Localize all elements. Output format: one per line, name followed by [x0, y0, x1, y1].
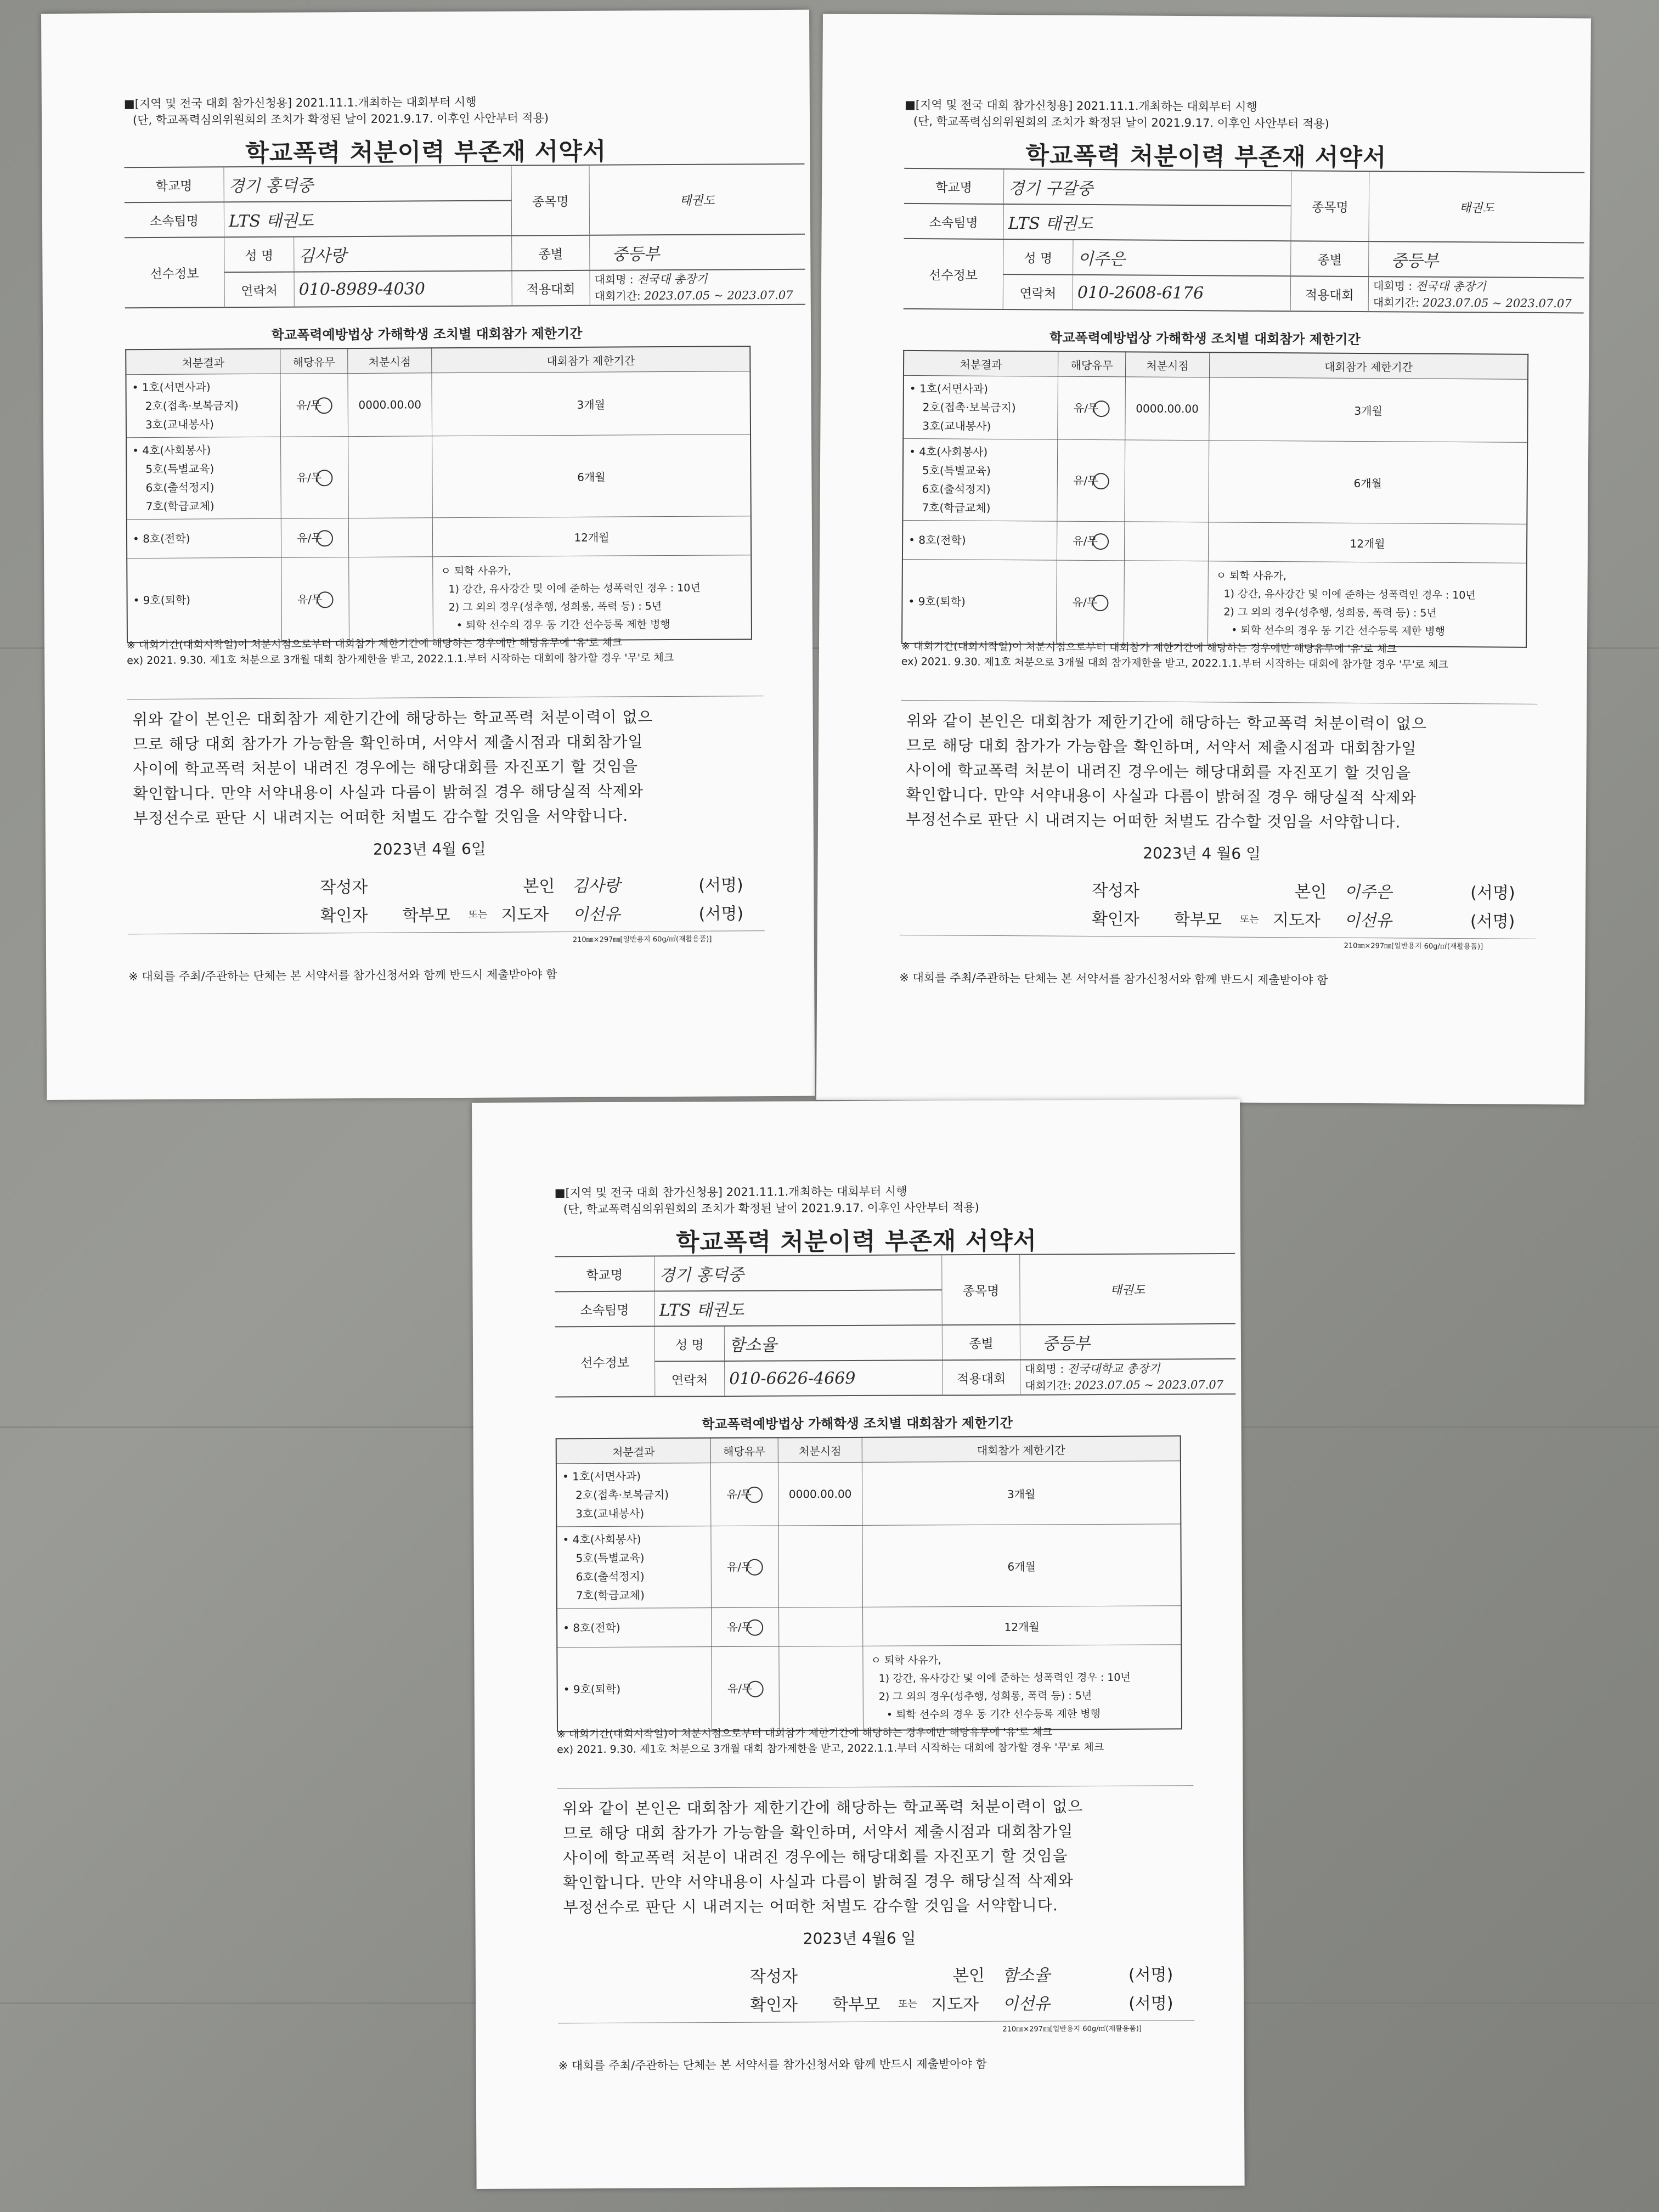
name-label: 성 명	[224, 237, 294, 273]
confirmer-label: 확인자	[750, 1995, 798, 2015]
table-row	[556, 1524, 1181, 1609]
team-label: 소속팀명	[555, 1291, 655, 1327]
applicable-checkbox: 유/무	[280, 374, 348, 437]
event-value: 태권도	[589, 164, 805, 235]
result-cell: • 4호(사회봉사) 5호(특별교육) 6호(출석정지) 7호(학급교체)	[126, 437, 281, 519]
note-2: ex) 2021. 9.30. 제1호 처분으로 3개월 대회 참가제한을 받고, 2022.1.1.부터 시작하는 대회에 참가할 경우 '무'로 체크	[127, 651, 674, 667]
col-header-result: 처분결과	[904, 351, 1058, 376]
notes	[127, 634, 763, 668]
date-cell	[1124, 561, 1208, 645]
comp-name: 전국대 총장기	[636, 272, 708, 286]
seal-label: (서명)	[698, 904, 744, 924]
competition-label: 적용대회	[1290, 276, 1368, 312]
contact-value: 010-6626-4669	[725, 1360, 943, 1396]
section-title: 학교폭력예방법상 가해학생 조치별 대회참가 제한기간	[271, 325, 583, 343]
table-row	[126, 435, 751, 520]
result-cell: • 8호(전학)	[557, 1608, 712, 1647]
result-cell: • 9호(퇴학)	[127, 557, 281, 642]
comp-period: 2023.07.05 ~ 2023.07.07	[1423, 296, 1572, 311]
result-cell: • 4호(사회봉사) 5호(특별교육) 6호(출석정지) 7호(학급교체)	[556, 1526, 711, 1609]
expel-note-cell: ㅇ 퇴학 사유가, 1) 강간, 유사강간 및 이에 준하는 성폭력인 경우 : 10년 2) 그 외의 경우(성추행, 성희롱, 폭력 등) : 5년 • 퇴학 선수의 경우 동 기간 선수등록 제한 병행	[1207, 561, 1526, 647]
divider	[127, 696, 764, 699]
event-value: 태권도	[1020, 1254, 1235, 1325]
applicable-checkbox: 유/무	[711, 1526, 779, 1608]
limit-cell: 12개월	[1208, 522, 1527, 563]
parent-label: 학부모	[402, 906, 450, 926]
form-title: 학교폭력 처분이력 부존재 서약서	[245, 137, 607, 168]
sign-date: 2023년 4 월6 일	[1143, 844, 1261, 863]
contact-label: 연락처	[655, 1361, 725, 1397]
applicable-checkbox: 유/무	[281, 557, 349, 642]
team-label: 소속팀명	[904, 204, 1003, 239]
table-row	[557, 1606, 1181, 1647]
divider	[901, 700, 1537, 704]
player-info-label: 선수정보	[555, 1327, 655, 1397]
applicable-checkbox: 유/무	[1057, 521, 1124, 561]
form-sheet	[472, 1099, 1245, 2189]
paper-spec: 210㎜×297㎜[일반용지 60g/㎡(재활용품)]	[1344, 941, 1483, 951]
event-label: 종목명	[511, 165, 590, 236]
self-label: 본인	[523, 877, 555, 896]
date-cell	[779, 1607, 863, 1646]
coach-signature: 이선유	[572, 905, 620, 924]
team-label: 소속팀명	[125, 202, 224, 238]
header-line-1: ■[지역 및 전국 대회 참가신청용] 2021.11.1.개최하는 대회부터 시행	[554, 1184, 907, 1200]
header-line-2: (단, 학교폭력심의위원회의 조치가 확정된 날이 2021.9.17. 이후인 사안부터 적용)	[563, 1200, 979, 1216]
pledge-text: 위와 같이 본인은 대회참가 제한기간에 해당하는 학교폭력 처분이력이 없으 므로 해당 대회 참가가 가능함을 확인하며, 서약서 제출시점과 대회참가일 사이에 학교폭력 처분이 내려진 경우에는 해당대회를 자진포기 할 것임을 확인합니다. 만약 서약내용이 사실과 다름이 밝혀질 경우 해당실적 삭제와 부정선수로 판단 시 내려지는 어떠한 처벌도 감수할 것임을 서약합니다.	[132, 708, 653, 828]
competition-label: 적용대회	[943, 1360, 1020, 1396]
date-cell	[1124, 522, 1208, 561]
comp-name: 전국대학교 총장기	[1067, 1362, 1160, 1376]
or-label: 또는	[1239, 913, 1259, 926]
result-cell: • 1호(서면사과) 2호(접촉·보복금지) 3호(교내봉사)	[126, 374, 280, 437]
player-info-label: 선수정보	[125, 237, 224, 308]
date-cell: 0000.00.00	[348, 373, 432, 437]
name-value: 김사랑	[294, 236, 512, 272]
col-header-limit: 대회참가 제한기간	[862, 1436, 1181, 1462]
or-label: 또는	[898, 1998, 918, 2010]
competition-value	[1368, 276, 1584, 313]
signature-block	[817, 875, 1586, 937]
comp-period-prefix: 대회기간:	[594, 289, 641, 303]
header-line-2: (단, 학교폭력심의위원회의 조치가 확정된 날이 2021.9.17. 이후인 사안부터 적용)	[913, 115, 1329, 131]
competition-label: 적용대회	[512, 270, 590, 306]
result-cell: • 1호(서면사과) 2호(접촉·보복금지) 3호(교내봉사)	[903, 375, 1058, 439]
applicable-checkbox: 유/무	[1056, 560, 1124, 645]
note-1: ※ 대회기간(대회시작일)이 처분시점으로부터 대회참가 제한기간에 해당하는 경우에만 해당유무에 '유'로 체크	[126, 636, 623, 652]
signature-block	[46, 871, 814, 932]
table-row	[902, 438, 1527, 524]
comp-name-prefix: 대회명 :	[594, 273, 634, 286]
seal-label: (서명)	[1470, 912, 1515, 932]
form-header	[905, 97, 1329, 132]
table-row	[556, 1461, 1181, 1527]
self-signature: 김사랑	[572, 876, 620, 896]
result-cell: • 9호(퇴학)	[557, 1647, 712, 1732]
paper-spec: 210㎜×297㎜[일반용지 60g/㎡(재활용품)]	[1002, 2024, 1142, 2034]
parent-label: 학부모	[1173, 910, 1222, 930]
self-label: 본인	[1295, 882, 1327, 902]
confirmer-label: 확인자	[320, 906, 368, 926]
col-header-result: 처분결과	[126, 349, 280, 375]
result-cell: • 9호(퇴학)	[902, 559, 1057, 644]
note-2: ex) 2021. 9.30. 제1호 처분으로 3개월 대회 참가제한을 받고, 2022.1.1.부터 시작하는 대회에 참가할 경우 '무'로 체크	[557, 1741, 1104, 1756]
sign-date: 2023년 4월6 일	[803, 1929, 916, 1948]
disciplinary-table	[901, 350, 1528, 648]
date-cell	[778, 1525, 863, 1607]
form-title: 학교폭력 처분이력 부존재 서약서	[675, 1227, 1037, 1257]
coach-signature: 이선유	[1002, 1994, 1051, 2014]
applicant-info-table	[904, 168, 1585, 314]
check-circle-icon	[317, 591, 333, 608]
contact-label: 연락처	[1003, 274, 1073, 310]
expel-note-cell: ㅇ 퇴학 사유가, 1) 강간, 유사강간 및 이에 준하는 성폭력인 경우 : 10년 2) 그 외의 경우(성추행, 성희롱, 폭력 등) : 5년 • 퇴학 선수의 경우 동 기간 선수등록 제한 병행	[863, 1645, 1182, 1730]
seal-label: (서명)	[1470, 883, 1515, 903]
writer-label: 작성자	[749, 1967, 798, 1987]
confirmer-label: 확인자	[1091, 910, 1139, 929]
disciplinary-table	[125, 346, 752, 643]
writer-label: 작성자	[1092, 881, 1140, 901]
event-label: 종목명	[1291, 171, 1369, 241]
self-label: 본인	[952, 1966, 985, 1986]
footer-note: ※ 대회를 주최/주관하는 단체는 본 서약서를 참가신청서와 함께 반드시 제출받아야 함	[558, 2057, 987, 2073]
col-header-date: 처분시점	[348, 348, 432, 373]
seal-label: (서명)	[698, 876, 743, 895]
check-circle-icon	[1092, 473, 1109, 489]
result-cell: • 1호(서면사과) 2호(접촉·보복금지) 3호(교내봉사)	[556, 1463, 711, 1527]
limit-cell: 12개월	[432, 516, 751, 557]
col-header-applicable: 해당유무	[280, 348, 348, 374]
limit-cell: 6개월	[862, 1524, 1181, 1607]
parent-label: 학부모	[832, 1995, 881, 2015]
result-cell: • 8호(전학)	[902, 520, 1057, 560]
form-title: 학교폭력 처분이력 부존재 서약서	[1025, 142, 1387, 172]
comp-period: 2023.07.05 ~ 2023.07.07	[644, 288, 793, 303]
date-cell: 0000.00.00	[1125, 377, 1210, 441]
school-value: 경기 홍덕중	[654, 1255, 942, 1291]
school-label: 학교명	[904, 168, 1004, 204]
limit-cell: 3개월	[1209, 377, 1528, 443]
team-value: LTS 태권도	[224, 201, 511, 238]
notes	[901, 639, 1538, 673]
division-value: 중등부	[1020, 1324, 1235, 1360]
school-value: 경기 홍덕중	[224, 166, 511, 202]
result-cell: • 8호(전학)	[127, 518, 281, 558]
divider	[557, 1785, 1193, 1788]
writer-label: 작성자	[320, 877, 368, 898]
note-1: ※ 대회기간(대회시작일)이 처분시점으로부터 대회참가 제한기간에 해당하는 경우에만 해당유무에 '유'로 체크	[556, 1726, 1053, 1741]
event-label: 종목명	[942, 1255, 1020, 1325]
form-sheet	[816, 14, 1591, 1105]
coach-label: 지도자	[931, 1994, 979, 2015]
self-signature: 함소율	[1002, 1966, 1050, 1985]
team-value: LTS 태권도	[1003, 204, 1291, 241]
form-header	[555, 1183, 979, 1217]
comp-name-prefix: 대회명 :	[1025, 1362, 1064, 1376]
col-header-limit: 대회참가 제한기간	[1209, 352, 1528, 379]
name-value: 함소율	[724, 1325, 942, 1361]
table-row	[902, 559, 1527, 647]
col-header-applicable: 해당유무	[710, 1438, 778, 1463]
col-header-date: 처분시점	[1125, 352, 1209, 377]
division-value: 중등부	[1369, 241, 1584, 278]
contact-label: 연락처	[224, 272, 294, 308]
comp-period: 2023.07.05 ~ 2023.07.07	[1074, 1378, 1224, 1392]
limit-cell: 3개월	[862, 1461, 1181, 1526]
date-cell	[1125, 440, 1209, 522]
contact-value: 010-2608-6176	[1073, 275, 1290, 311]
division-label: 종별	[942, 1325, 1020, 1361]
col-header-limit: 대회참가 제한기간	[432, 346, 751, 373]
table-row	[557, 1645, 1182, 1731]
event-value: 태권도	[1369, 171, 1584, 242]
division-label: 종별	[512, 235, 590, 271]
footer-note: ※ 대회를 주최/주관하는 단체는 본 서약서를 참가신청서와 함께 반드시 제출받아야 함	[899, 970, 1328, 987]
check-circle-icon	[747, 1620, 763, 1636]
date-cell	[348, 518, 432, 557]
team-value: LTS 태권도	[654, 1290, 942, 1326]
section-title: 학교폭력예방법상 가해학생 조치별 대회참가 제한기간	[702, 1415, 1013, 1432]
paper-spec: 210㎜×297㎜[일반용지 60g/㎡(재활용품)]	[572, 935, 712, 944]
check-circle-icon	[316, 470, 332, 486]
coach-label: 지도자	[501, 905, 549, 925]
header-line-1: ■[지역 및 전국 대회 참가신청용] 2021.11.1.개최하는 대회부터 시행	[123, 95, 477, 111]
name-value: 이주은	[1073, 240, 1291, 276]
check-circle-icon	[1093, 400, 1109, 417]
coach-signature: 이선유	[1344, 911, 1392, 931]
contact-value: 010-8989-4030	[294, 271, 512, 307]
applicable-checkbox: 유/무	[281, 518, 348, 558]
note-1: ※ 대회기간(대회시작일)이 처분시점으로부터 대회참가 제한기간에 해당하는 경우에만 해당유무에 '유'로 체크	[901, 640, 1397, 656]
note-2: ex) 2021. 9.30. 제1호 처분으로 3개월 대회 참가제한을 받고, 2022.1.1.부터 시작하는 대회에 참가할 경우 '무'로 체크	[901, 655, 1448, 671]
seal-label: (서명)	[1128, 1994, 1173, 2013]
check-circle-icon	[317, 530, 333, 546]
form-header	[124, 93, 549, 128]
table-row	[126, 371, 751, 438]
division-label: 종별	[1291, 241, 1369, 276]
division-value: 중등부	[590, 234, 805, 270]
limit-cell: 6개월	[1209, 441, 1527, 524]
or-label: 또는	[468, 909, 488, 921]
applicant-info-table	[124, 163, 805, 308]
col-header-date: 처분시점	[778, 1437, 862, 1463]
limit-cell: 12개월	[863, 1606, 1182, 1646]
name-label: 성 명	[654, 1326, 724, 1362]
result-cell: • 4호(사회봉사) 5호(특별교육) 6호(출석정지) 7호(학급교체)	[902, 438, 1057, 521]
footer-note: ※ 대회를 주최/주관하는 단체는 본 서약서를 참가신청서와 함께 반드시 제출받아야 함	[128, 968, 557, 984]
check-circle-icon	[1092, 533, 1109, 550]
competition-value	[590, 269, 805, 306]
comp-name: 전국대 총장기	[1415, 279, 1486, 294]
col-header-applicable: 해당유무	[1058, 352, 1125, 377]
check-circle-icon	[1092, 595, 1108, 611]
check-circle-icon	[315, 397, 332, 414]
competition-value	[1020, 1359, 1236, 1395]
form-sheet	[41, 10, 815, 1100]
applicant-info-table	[555, 1253, 1235, 1397]
applicable-checkbox: 유/무	[281, 437, 349, 519]
check-circle-icon	[746, 1559, 763, 1576]
limit-cell: 3개월	[432, 371, 751, 436]
applicable-checkbox: 유/무	[712, 1646, 780, 1731]
pledge-text: 위와 같이 본인은 대회참가 제한기간에 해당하는 학교폭력 처분이력이 없으 므로 해당 대회 참가가 가능함을 확인하며, 서약서 제출시점과 대회참가일 사이에 학교폭력 처분이 내려진 경우에는 해당대회를 자진포기 할 것임을 확인합니다. 만약 서약내용이 사실과 다름이 밝혀질 경우 해당실적 삭제와 부정선수로 판단 시 내려지는 어떠한 처벌도 감수할 것임을 서약합니다.	[562, 1797, 1084, 1917]
header-line-1: ■[지역 및 전국 대회 참가신청용] 2021.11.1.개최하는 대회부터 시행	[904, 98, 1257, 114]
coach-label: 지도자	[1272, 911, 1321, 930]
comp-name-prefix: 대회명 :	[1373, 279, 1413, 293]
school-label: 학교명	[124, 167, 224, 202]
sign-date: 2023년 4월 6일	[373, 839, 486, 859]
header-line-2: (단, 학교폭력심의위원회의 조치가 확정된 날이 2021.9.17. 이후인 사안부터 적용)	[132, 111, 549, 127]
date-cell	[779, 1646, 864, 1730]
signature-block	[476, 1961, 1244, 2021]
date-cell	[348, 436, 433, 518]
table-row	[127, 555, 752, 642]
pledge-text: 위와 같이 본인은 대회참가 제한기간에 해당하는 학교폭력 처분이력이 없으 므로 해당 대회 참가가 가능함을 확인하며, 서약서 제출시점과 대회참가일 사이에 학교폭력 처분이 내려진 경우에는 해당대회를 자진포기 할 것임을 확인합니다. 만약 서약내용이 사실과 다름이 밝혀질 경우 해당실적 삭제와 부정선수로 판단 시 내려지는 어떠한 처벌도 감수할 것임을 서약합니다.	[905, 711, 1427, 832]
check-circle-icon	[747, 1681, 763, 1697]
date-cell	[349, 557, 433, 641]
table-row	[903, 375, 1528, 442]
applicable-checkbox: 유/무	[1057, 439, 1125, 522]
disciplinary-table	[556, 1435, 1182, 1732]
expel-note-cell: ㅇ 퇴학 사유가, 1) 강간, 유사강간 및 이에 준하는 성폭력인 경우 : 10년 2) 그 외의 경우(성추행, 성희롱, 폭력 등) : 5년 • 퇴학 선수의 경우 동 기간 선수등록 제한 병행	[433, 555, 752, 641]
applicable-checkbox: 유/무	[712, 1607, 779, 1647]
date-cell: 0000.00.00	[778, 1462, 862, 1526]
comp-period-prefix: 대회기간:	[1373, 296, 1419, 309]
limit-cell: 6개월	[432, 435, 751, 518]
check-circle-icon	[746, 1487, 763, 1503]
name-label: 성 명	[1003, 239, 1073, 275]
self-signature: 이주은	[1344, 882, 1392, 902]
col-header-result: 처분결과	[556, 1438, 711, 1464]
applicable-checkbox: 유/무	[1058, 376, 1126, 440]
notes	[557, 1724, 1193, 1757]
table-row	[127, 516, 751, 558]
applicable-checkbox: 유/무	[710, 1463, 778, 1526]
school-label: 학교명	[555, 1256, 654, 1292]
comp-period-prefix: 대회기간:	[1025, 1379, 1071, 1392]
player-info-label: 선수정보	[904, 239, 1003, 309]
table-row	[902, 520, 1527, 563]
seal-label: (서명)	[1128, 1965, 1173, 1985]
school-value: 경기 구갈중	[1003, 169, 1291, 206]
section-title: 학교폭력예방법상 가해학생 조치별 대회참가 제한기간	[1049, 330, 1361, 347]
